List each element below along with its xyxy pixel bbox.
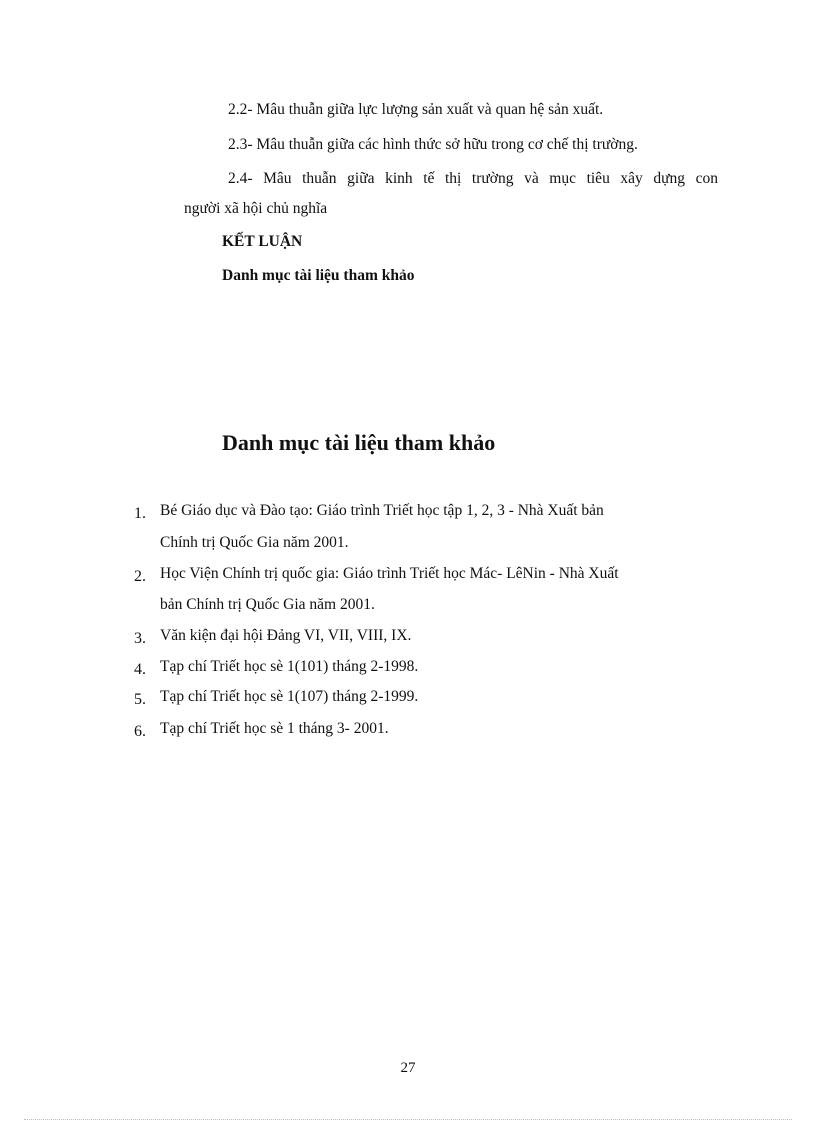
toc-conclusion: KẾT LUẬN <box>222 233 303 250</box>
reference-number: 3. <box>134 630 146 647</box>
reference-text-line1: Tạp chí Triết học sè 1(107) tháng 2-1999. <box>160 688 419 705</box>
reference-text-line1: Tạp chí Triết học sè 1 tháng 3- 2001. <box>160 720 389 737</box>
toc-item-2-4-line2: người xã hội chủ nghĩa <box>184 200 328 217</box>
reference-text-line1: Bé Giáo dục và Đào tạo: Giáo trình Triết học tập 1, 2, 3 - Nhà Xuất bản <box>160 502 604 519</box>
reference-text-line2: Chính trị Quốc Gia năm 2001. <box>160 534 349 551</box>
reference-text-line1: Văn kiện đại hội Đảng VI, VII, VIII, IX. <box>160 627 412 644</box>
reference-text-line1: Tạp chí Triết học sè 1(101) tháng 2-1998. <box>160 658 419 675</box>
reference-number: 4. <box>134 661 146 678</box>
toc-item-2-2: 2.2- Mâu thuẫn giữa lực lượng sản xuất và quan hệ sản xuất. <box>228 101 604 118</box>
references-title: Danh mục tài liệu tham khảo <box>222 430 496 455</box>
toc-references: Danh mục tài liệu tham khảo <box>222 267 415 284</box>
reference-text-line2: bản Chính trị Quốc Gia năm 2001. <box>160 596 375 613</box>
reference-number: 1. <box>134 505 146 522</box>
page-number: 27 <box>400 1060 416 1076</box>
toc-item-2-4-line1: 2.4- Mâu thuẫn giữa kinh tế thị trường và mục tiêu xây dựng con <box>228 170 718 187</box>
toc-item-2-3: 2.3- Mâu thuẫn giữa các hình thức sở hữu trong cơ chế thị trường. <box>228 136 638 153</box>
reference-number: 5. <box>134 691 146 708</box>
reference-number: 6. <box>134 723 146 740</box>
page-bottom-divider <box>24 1119 792 1120</box>
reference-text-line1: Học Viện Chính trị quốc gia: Giáo trình Triết học Mác- LêNin - Nhà Xuất <box>160 565 619 582</box>
reference-number: 2. <box>134 568 146 585</box>
